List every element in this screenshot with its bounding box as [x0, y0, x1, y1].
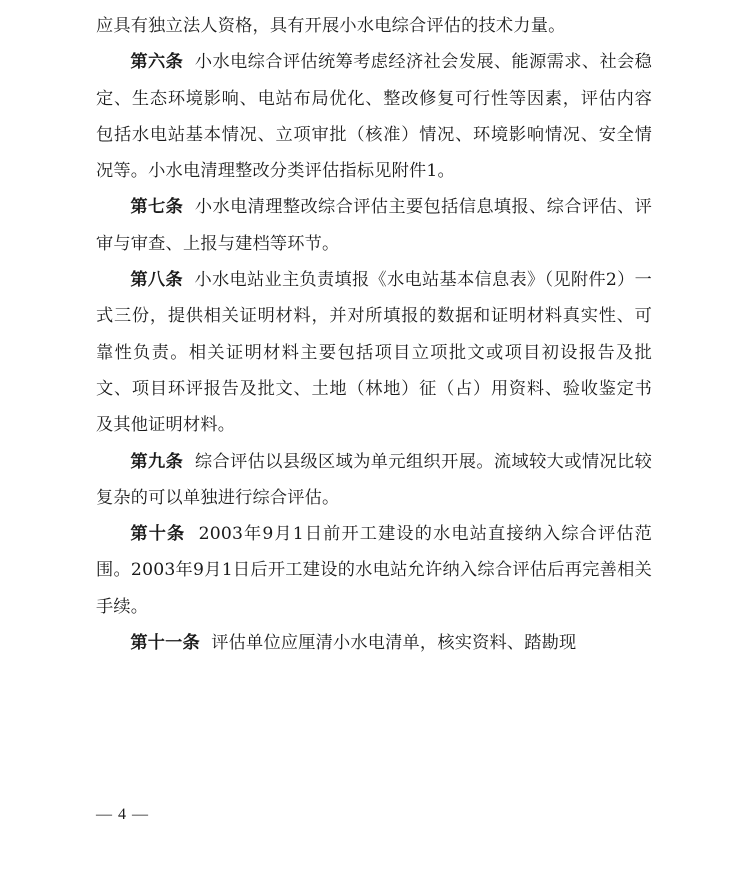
article-heading: 第八条 [130, 270, 183, 291]
article-8 [96, 262, 652, 443]
article-heading: 第十一条 [130, 633, 200, 654]
article-text: 评估单位应厘清小水电清单，核实资料、踏勘现 [211, 633, 577, 654]
article-text: 小水电站业主负责填报《水电站基本信息表》（见附件2）一式三份，提供相关证明材料，并对所填报的数据和证明材料真实性、可靠性负责。相关证明材料主要包括项目立项批文或项目初设报告及批文、项目环评报告及批文、土地（林地）征（占）用资料、验收鉴定书及其他证明材料。 [96, 270, 652, 436]
article-7 [96, 189, 652, 262]
article-heading: 第九条 [130, 451, 184, 472]
article-text: 2003年9月1日前开工建设的水电站直接纳入综合评估范围。2003年9月1日后开工建设的水电站允许纳入综合评估后再完善相关手续。 [96, 524, 652, 617]
paragraph-continuation [96, 8, 652, 44]
page-number: — 4 — [96, 806, 149, 823]
article-heading: 第十条 [130, 524, 186, 545]
article-text: 小水电综合评估统筹考虑经济社会发展、能源需求、社会稳定、生态环境影响、电站布局优化、整改修复可行性等因素，评估内容包括水电站基本情况、立项审批（核准）情况、环境影响情况、安全情况等。小水电清理整改分类评估指标见附件1。 [96, 52, 653, 182]
article-6 [96, 44, 652, 189]
article-10 [96, 516, 652, 625]
article-heading: 第七条 [130, 197, 184, 218]
paragraph-text: 应具有独立法人资格，具有开展小水电综合评估的技术力量。 [96, 16, 566, 36]
article-heading: 第六条 [130, 52, 184, 73]
document-body [96, 8, 652, 661]
article-text: 综合评估以县级区域为单元组织开展。流域较大或情况比较复杂的可以单独进行综合评估。 [96, 451, 653, 508]
article-11 [96, 625, 652, 661]
article-9 [96, 444, 652, 517]
article-text: 小水电清理整改综合评估主要包括信息填报、综合评估、评审与审查、上报与建档等环节。 [96, 197, 653, 254]
